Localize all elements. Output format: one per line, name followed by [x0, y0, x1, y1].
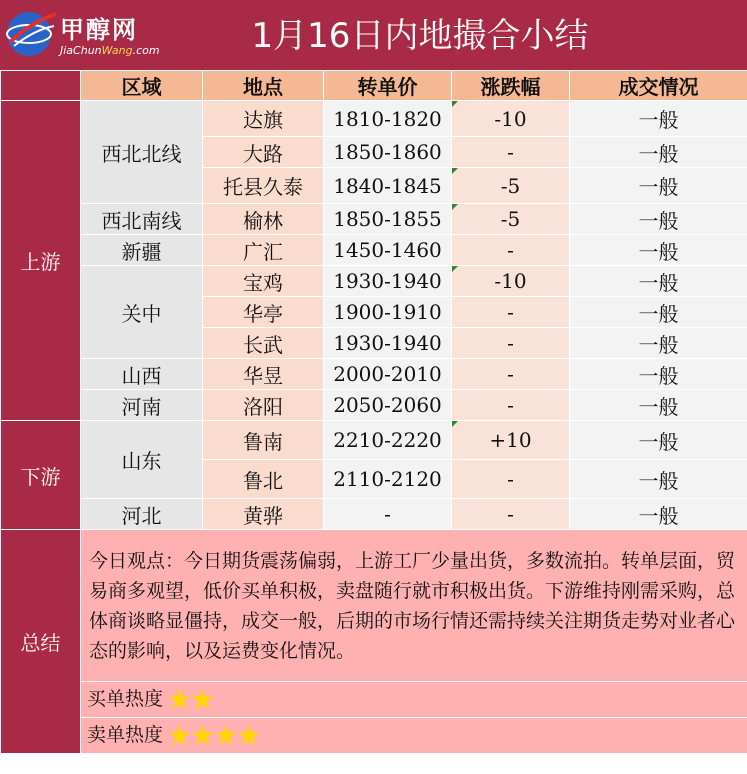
- place-cell: 宝鸡: [203, 266, 324, 297]
- price-cell: 2000-2010: [324, 359, 452, 390]
- buy-heat-stars: [167, 683, 213, 716]
- price-cell: 1930-1940: [324, 266, 452, 297]
- table-row: [1, 235, 747, 266]
- place-cell: 广汇: [203, 235, 324, 266]
- price-cell: 1850-1860: [324, 137, 452, 168]
- change-cell: -: [452, 390, 570, 421]
- price-cell: 2050-2060: [324, 390, 452, 421]
- change-cell: -: [452, 328, 570, 359]
- place-cell: 长武: [203, 328, 324, 359]
- price-cell: 1900-1910: [324, 297, 452, 328]
- place-cell: 华昱: [203, 359, 324, 390]
- price-cell: 1850-1855: [324, 204, 452, 235]
- region-cell: 山西: [81, 359, 203, 390]
- status-cell: 一般: [570, 137, 747, 168]
- price-cell: -: [324, 499, 452, 530]
- side-label-summary: 总结: [1, 530, 81, 754]
- star-icon: ★: [167, 683, 191, 716]
- price-cell: 1450-1460: [324, 235, 452, 266]
- change-cell: -: [452, 359, 570, 390]
- price-cell: 2210-2220: [324, 421, 452, 460]
- buy-heat-row-cell: [81, 682, 747, 718]
- table-row: [1, 266, 747, 297]
- column-header-place: 地点: [203, 71, 324, 101]
- status-cell: 一般: [570, 266, 747, 297]
- star-icon: ★: [167, 719, 191, 752]
- summary-text: 今日观点：今日期货震荡偏弱，上游工厂少量出货，多数流拍。转单层面，贸易商多观望，低价买单积极，卖盘随行就市积极出货。下游维持刚需采购，总体商谈略显僵持，成交一般，后期的市场行情还需持续关注期货走势对业者心态的影响，以及运费变化情况。: [81, 530, 747, 682]
- brand-domain: JiaChunWang.com: [60, 44, 160, 57]
- page-title: 1月16日内地撮合小结: [251, 16, 589, 56]
- place-cell: 达旗: [203, 101, 324, 137]
- place-cell: 大路: [203, 137, 324, 168]
- change-cell: -5: [452, 204, 570, 235]
- table-row: [1, 204, 747, 235]
- status-cell: 一般: [570, 101, 747, 137]
- column-header-status: 成交情况: [570, 71, 747, 101]
- change-cell: +10: [452, 421, 570, 460]
- price-cell: 1810-1820: [324, 101, 452, 137]
- region-cell: 关中: [81, 266, 203, 359]
- price-cell: 1840-1845: [324, 168, 452, 204]
- buy-heat-label: 买单热度: [87, 688, 164, 710]
- title-banner: [0, 0, 747, 70]
- region-cell: 河南: [81, 390, 203, 421]
- globe-logo-icon: [2, 4, 60, 60]
- change-cell: -: [452, 297, 570, 328]
- corner-cell: [1, 71, 81, 101]
- table-row: [1, 359, 747, 390]
- side-label-downstream: 下游: [1, 421, 81, 530]
- sell-heat-row-cell: [81, 718, 747, 754]
- star-icon: ★: [213, 719, 237, 752]
- region-cell: 西北北线: [81, 101, 203, 204]
- column-header-price: 转单价: [324, 71, 452, 101]
- summary-row: [1, 530, 747, 682]
- brand-name: 甲醇网: [60, 16, 138, 44]
- price-cell: 1930-1940: [324, 328, 452, 359]
- status-cell: 一般: [570, 204, 747, 235]
- sell-heat-label: 卖单热度: [87, 724, 164, 746]
- place-cell: 托县久泰: [203, 168, 324, 204]
- table-row: [1, 421, 747, 460]
- region-cell: 西北南线: [81, 204, 203, 235]
- status-cell: 一般: [570, 421, 747, 460]
- star-icon: ★: [190, 719, 214, 752]
- status-cell: 一般: [570, 328, 747, 359]
- change-cell: -10: [452, 101, 570, 137]
- status-cell: 一般: [570, 359, 747, 390]
- price-cell: 2110-2120: [324, 460, 452, 499]
- place-cell: 华亭: [203, 297, 324, 328]
- table-header-row: [1, 71, 747, 101]
- table-row: [1, 499, 747, 530]
- change-cell: -: [452, 137, 570, 168]
- change-cell: -: [452, 235, 570, 266]
- column-header-change: 涨跌幅: [452, 71, 570, 101]
- status-cell: 一般: [570, 390, 747, 421]
- sell-heat-row: [1, 718, 747, 754]
- status-cell: 一般: [570, 499, 747, 530]
- change-cell: -10: [452, 266, 570, 297]
- status-cell: 一般: [570, 460, 747, 499]
- status-cell: 一般: [570, 235, 747, 266]
- table-row: [1, 101, 747, 137]
- table-row: [1, 390, 747, 421]
- status-cell: 一般: [570, 168, 747, 204]
- place-cell: 洛阳: [203, 390, 324, 421]
- region-cell: 山东: [81, 421, 203, 499]
- place-cell: 鲁北: [203, 460, 324, 499]
- brand-logo: [2, 4, 162, 64]
- region-cell: 河北: [81, 499, 203, 530]
- star-icon: ★: [190, 683, 214, 716]
- buy-heat-row: [1, 682, 747, 718]
- region-cell: 新疆: [81, 235, 203, 266]
- place-cell: 榆林: [203, 204, 324, 235]
- change-cell: -: [452, 460, 570, 499]
- status-cell: 一般: [570, 297, 747, 328]
- sell-heat-stars: [167, 719, 259, 752]
- change-cell: -5: [452, 168, 570, 204]
- change-cell: -: [452, 499, 570, 530]
- place-cell: 黄骅: [203, 499, 324, 530]
- price-table: [0, 70, 747, 754]
- star-icon: ★: [236, 719, 260, 752]
- side-label-upstream: 上游: [1, 101, 81, 421]
- column-header-region: 区域: [81, 71, 203, 101]
- place-cell: 鲁南: [203, 421, 324, 460]
